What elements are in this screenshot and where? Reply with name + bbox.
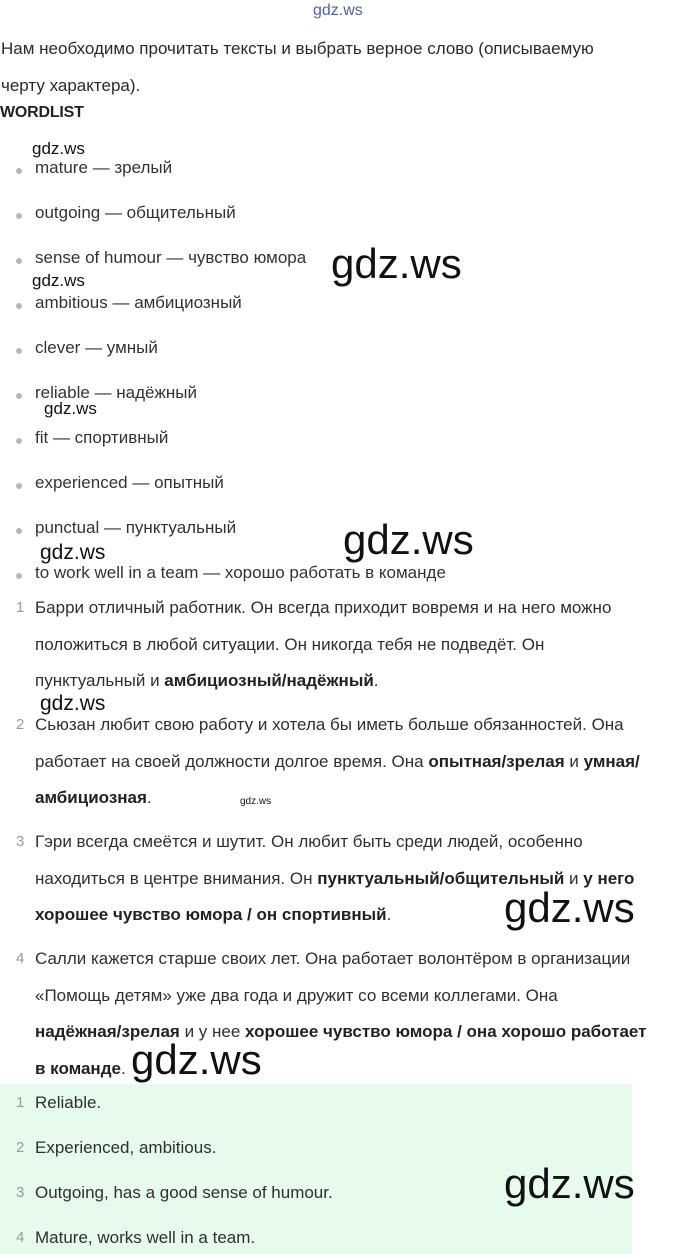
watermark: gdz.ws bbox=[504, 1160, 635, 1207]
bullet-icon bbox=[16, 213, 22, 219]
task-answer-bold: амбициозный/надёжный bbox=[164, 671, 374, 690]
task-text: . bbox=[373, 671, 379, 690]
task-line: Гэри всегда смеётся и шутит. Он любит быть среди людей, особенно bbox=[35, 832, 583, 851]
list-item: mature — зрелый bbox=[35, 158, 173, 177]
bullet-icon bbox=[16, 483, 22, 489]
list-item: reliable — надёжный bbox=[35, 383, 197, 402]
list-item: ambitious — амбициозный bbox=[35, 293, 242, 312]
task-answer-bold: опытная/зрелая bbox=[428, 751, 565, 771]
task-text: находиться в центре внимания. Он bbox=[35, 868, 318, 888]
bullet-icon bbox=[16, 348, 22, 354]
list-item: to work well in a team — хорошо работать в команде bbox=[35, 563, 446, 582]
bullet-icon bbox=[16, 258, 22, 264]
list-item: outgoing — общительный bbox=[35, 203, 236, 222]
answer-text: Experienced, ambitious. bbox=[35, 1138, 217, 1157]
answer-text: Outgoing, has a good sense of humour. bbox=[35, 1183, 333, 1202]
task-1 bbox=[35, 590, 677, 700]
bullet-icon bbox=[16, 303, 22, 309]
answer-number: 4 bbox=[16, 1229, 25, 1246]
answer-number: 2 bbox=[16, 1139, 25, 1156]
bullet-icon bbox=[16, 573, 22, 579]
answer-number: 1 bbox=[16, 1094, 25, 1111]
watermark: gdz.ws bbox=[343, 516, 474, 563]
task-line bbox=[35, 663, 677, 700]
task-2 bbox=[35, 707, 677, 817]
bullet-icon bbox=[16, 438, 22, 444]
watermark: gdz.ws bbox=[40, 692, 106, 715]
task-number: 3 bbox=[16, 833, 25, 850]
task-number: 1 bbox=[16, 599, 25, 616]
watermark: gdz.ws bbox=[32, 139, 85, 158]
intro-text-line-2: черту характера). bbox=[1, 76, 141, 95]
task-line bbox=[35, 780, 677, 817]
task-answer-bold: у него bbox=[583, 868, 635, 888]
task-answer-bold: надёжная/зрелая bbox=[35, 1022, 180, 1041]
task-answer-bold: амбициозная bbox=[35, 788, 147, 807]
bullet-icon bbox=[16, 528, 22, 534]
task-answer-bold: умная/ bbox=[583, 751, 640, 771]
task-text: работает на своей должности долгое время. Она bbox=[35, 751, 429, 771]
bullet-icon bbox=[16, 393, 22, 399]
task-text: . bbox=[146, 788, 152, 807]
task-answer-bold: хорошее чувство юмора / она хорошо работает bbox=[245, 1022, 647, 1041]
watermark: gdz.ws bbox=[44, 399, 97, 418]
task-text: и bbox=[564, 868, 584, 888]
task-answer-bold: хорошее чувство юмора / он спортивный bbox=[35, 905, 387, 924]
site-top-link[interactable]: gdz.ws bbox=[313, 2, 363, 19]
task-answer-bold: в команде bbox=[35, 1058, 121, 1078]
answer-text: Mature, works well in a team. bbox=[35, 1228, 256, 1247]
list-item: fit — спортивный bbox=[35, 428, 169, 447]
watermark: gdz.ws bbox=[331, 240, 462, 287]
intro-text-line-1: Нам необходимо прочитать тексты и выбрать верное слово (описываемую bbox=[1, 39, 594, 58]
task-text: пунктуальный и bbox=[35, 671, 165, 690]
task-text: . bbox=[120, 1058, 126, 1078]
answer-number: 3 bbox=[16, 1184, 25, 1201]
list-item: clever — умный bbox=[35, 338, 158, 357]
watermark: gdz.ws bbox=[131, 1036, 262, 1083]
list-item: experienced — опытный bbox=[35, 473, 224, 492]
watermark: gdz.ws bbox=[504, 884, 635, 931]
task-line: «Помощь детям» уже два года и дружит со всеми коллегами. Она bbox=[35, 985, 558, 1005]
task-number: 2 bbox=[16, 716, 25, 733]
task-text: . bbox=[386, 905, 392, 924]
task-line: Салли кажется старше своих лет. Она работает волонтёром в организации bbox=[35, 949, 631, 968]
task-text: и у нее bbox=[179, 1022, 246, 1041]
answer-text: Reliable. bbox=[35, 1093, 102, 1112]
bullet-icon bbox=[16, 168, 22, 174]
task-line: Сьюзан любит свою работу и хотела бы иметь больше обязанностей. Она bbox=[35, 715, 624, 734]
task-line: положиться в любой ситуации. Он никогда тебя не подведёт. Он bbox=[35, 634, 545, 654]
list-item: sense of humour — чувство юмора bbox=[35, 248, 307, 267]
task-answer-bold: пунктуальный/общительный bbox=[317, 868, 565, 888]
task-line bbox=[35, 744, 677, 781]
watermark: gdz.ws bbox=[40, 541, 106, 564]
task-line: Барри отличный работник. Он всегда приходит вовремя и на него можно bbox=[35, 598, 612, 617]
task-number: 4 bbox=[16, 950, 25, 967]
task-text: и bbox=[564, 751, 584, 771]
watermark: gdz.ws bbox=[32, 271, 85, 290]
wordlist-heading: WORDLIST bbox=[0, 104, 84, 121]
list-item: punctual — пунктуальный bbox=[35, 518, 237, 537]
watermark: gdz.ws bbox=[240, 796, 272, 807]
